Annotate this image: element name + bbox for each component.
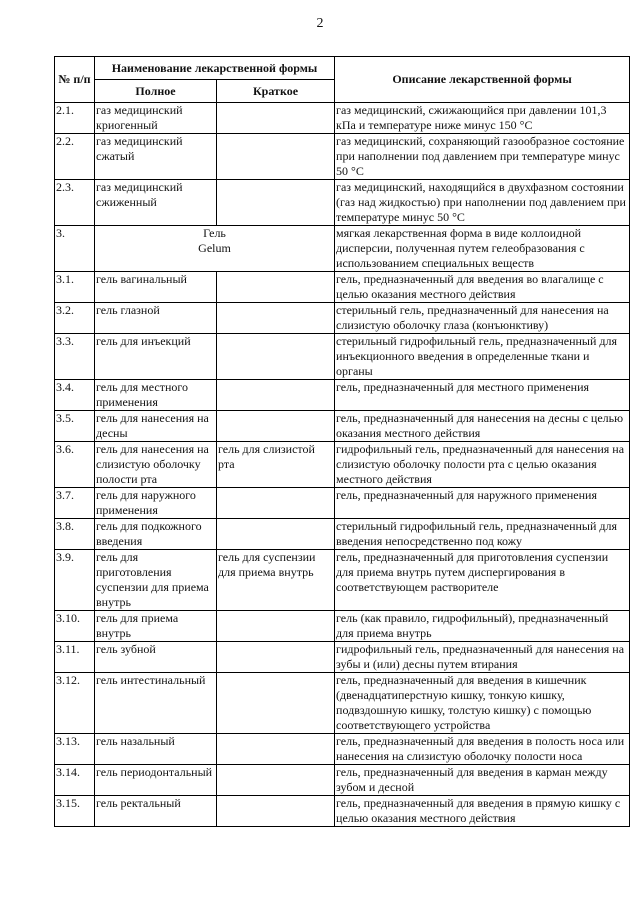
row-number: 2.3. xyxy=(55,180,95,226)
full-name: гель для подкожного введения xyxy=(95,519,217,550)
table-row xyxy=(55,550,630,611)
short-name xyxy=(217,134,335,180)
table-row xyxy=(55,765,630,796)
header-full: Полное xyxy=(95,80,217,103)
description: гель, предназначенный для введения в кишечник (двенадцатиперстную кишку, тонкую кишку, подвздошную кишку, толстую кишку) с помощью соответствующего устройства xyxy=(335,673,630,734)
short-name xyxy=(217,611,335,642)
full-name: гель назальный xyxy=(95,734,217,765)
description: гель, предназначенный для приготовления суспензии для приема внутрь путем диспергирования в соответствующем растворителе xyxy=(335,550,630,611)
header-description: Описание лекарственной формы xyxy=(335,57,630,103)
description: мягкая лекарственная форма в виде коллоидной дисперсии, полученная путем гелеобразования с использованием специальных веществ xyxy=(335,226,630,272)
short-name xyxy=(217,180,335,226)
full-name: гель для приготовления суспензии для приема внутрь xyxy=(95,550,217,611)
row-number: 3. xyxy=(55,226,95,272)
row-number: 3.15. xyxy=(55,796,95,827)
group-name: Гель Gelum xyxy=(95,226,335,272)
row-number: 3.2. xyxy=(55,303,95,334)
description: стерильный гидрофильный гель, предназначенный для инъекционного введения в определенные ткани и органы xyxy=(335,334,630,380)
row-number: 3.7. xyxy=(55,488,95,519)
short-name xyxy=(217,734,335,765)
table-row xyxy=(55,380,630,411)
description: газ медицинский, находящийся в двухфазном состоянии (газ над жидкостью) при наполнении под давлением при температуре минус 50 °С xyxy=(335,180,630,226)
full-name: гель интестинальный xyxy=(95,673,217,734)
table-row xyxy=(55,303,630,334)
full-name: гель глазной xyxy=(95,303,217,334)
row-number: 3.5. xyxy=(55,411,95,442)
full-name: газ медицинский сжиженный xyxy=(95,180,217,226)
table-body xyxy=(55,103,630,827)
description: гель, предназначенный для местного применения xyxy=(335,380,630,411)
header-num: № п/п xyxy=(55,57,95,103)
table-row xyxy=(55,673,630,734)
short-name xyxy=(217,642,335,673)
row-number: 2.1. xyxy=(55,103,95,134)
description: газ медицинский, сохраняющий газообразное состояние при наполнении под давлением при температуре минус 50 °С xyxy=(335,134,630,180)
row-number: 3.9. xyxy=(55,550,95,611)
row-number: 3.14. xyxy=(55,765,95,796)
row-number: 3.8. xyxy=(55,519,95,550)
description: гель, предназначенный для введения в полость носа или нанесения на слизистую оболочку полости носа xyxy=(335,734,630,765)
description: газ медицинский, сжижающийся при давлении 101,3 кПа и температуре ниже минус 150 °С xyxy=(335,103,630,134)
table-row xyxy=(55,611,630,642)
description: гель, предназначенный для введения в прямую кишку с целью оказания местного действия xyxy=(335,796,630,827)
short-name: гель для слизистой рта xyxy=(217,442,335,488)
description: гель, предназначенный для нанесения на десны с целью оказания местного действия xyxy=(335,411,630,442)
full-name: гель периодонтальный xyxy=(95,765,217,796)
short-name xyxy=(217,380,335,411)
row-number: 3.12. xyxy=(55,673,95,734)
row-number: 2.2. xyxy=(55,134,95,180)
description: гель, предназначенный для введения во влагалище с целью оказания местного действия xyxy=(335,272,630,303)
full-name: газ медицинский сжатый xyxy=(95,134,217,180)
table-row xyxy=(55,180,630,226)
table-row xyxy=(55,334,630,380)
table-row xyxy=(55,519,630,550)
full-name: гель для наружного применения xyxy=(95,488,217,519)
row-number: 3.3. xyxy=(55,334,95,380)
table-row xyxy=(55,488,630,519)
page-number: 2 xyxy=(316,16,324,31)
row-number: 3.4. xyxy=(55,380,95,411)
full-name: гель вагинальный xyxy=(95,272,217,303)
description: гель, предназначенный для наружного применения xyxy=(335,488,630,519)
description: стерильный гель, предназначенный для нанесения на слизистую оболочку глаза (конъюнктиву) xyxy=(335,303,630,334)
full-name: гель для местного применения xyxy=(95,380,217,411)
full-name: гель для инъекций xyxy=(95,334,217,380)
description: гель (как правило, гидрофильный), предназначенный для приема внутрь xyxy=(335,611,630,642)
description: гидрофильный гель, предназначенный для нанесения на слизистую оболочку полости рта с целью оказания местного действия xyxy=(335,442,630,488)
full-name: гель зубной xyxy=(95,642,217,673)
full-name: газ медицинский криогенный xyxy=(95,103,217,134)
table-row xyxy=(55,134,630,180)
table-row xyxy=(55,642,630,673)
full-name: гель для приема внутрь xyxy=(95,611,217,642)
short-name xyxy=(217,411,335,442)
short-name xyxy=(217,272,335,303)
table-row xyxy=(55,734,630,765)
short-name xyxy=(217,796,335,827)
description: стерильный гидрофильный гель, предназначенный для введения непосредственно под кожу xyxy=(335,519,630,550)
description: гель, предназначенный для введения в карман между зубом и десной xyxy=(335,765,630,796)
short-name xyxy=(217,673,335,734)
row-number: 3.11. xyxy=(55,642,95,673)
table-row xyxy=(55,411,630,442)
header-short: Краткое xyxy=(217,80,335,103)
short-name xyxy=(217,303,335,334)
table-row xyxy=(55,442,630,488)
table-row xyxy=(55,226,630,272)
row-number: 3.10. xyxy=(55,611,95,642)
full-name: гель для нанесения на десны xyxy=(95,411,217,442)
row-number: 3.13. xyxy=(55,734,95,765)
table-row xyxy=(55,796,630,827)
description: гидрофильный гель, предназначенный для нанесения на зубы и (или) десны путем втирания xyxy=(335,642,630,673)
table-row xyxy=(55,103,630,134)
short-name xyxy=(217,765,335,796)
header-name-group: Наименование лекарственной формы xyxy=(95,57,335,80)
full-name: гель ректальный xyxy=(95,796,217,827)
short-name xyxy=(217,334,335,380)
short-name xyxy=(217,103,335,134)
row-number: 3.1. xyxy=(55,272,95,303)
short-name xyxy=(217,519,335,550)
table-row xyxy=(55,272,630,303)
full-name: гель для нанесения на слизистую оболочку полости рта xyxy=(95,442,217,488)
row-number: 3.6. xyxy=(55,442,95,488)
dosage-forms-table xyxy=(54,56,630,827)
short-name xyxy=(217,488,335,519)
short-name: гель для суспензии для приема внутрь xyxy=(217,550,335,611)
